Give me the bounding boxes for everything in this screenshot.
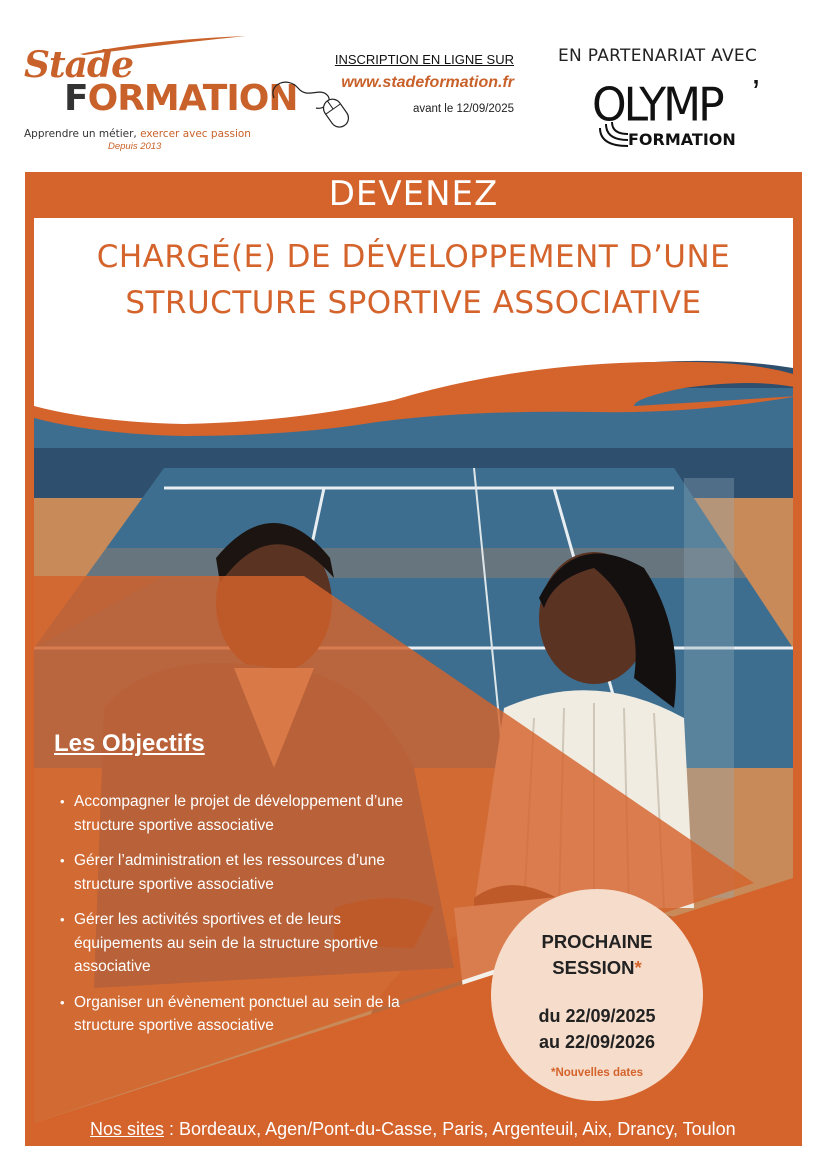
- objectives-list: [60, 790, 410, 1050]
- olymp-logo-apostrophe: ’: [752, 72, 760, 113]
- logo-word-stade: Stade: [24, 44, 134, 86]
- session-note: *Nouvelles dates: [550, 1067, 644, 1079]
- registration-url-link[interactable]: www.stadeformation.fr: [341, 74, 514, 91]
- session-dates: du 22/09/2025 au 22/09/2026: [538, 1006, 656, 1052]
- objective-item: • Gérer l’administration et les ressources d’une structure sportive associative: [60, 849, 410, 896]
- partner-heading: EN PARTENARIAT AVEC: [558, 46, 758, 66]
- sites-list: : Bordeaux, Agen/Pont-du-Casse, Paris, Argenteuil, Aix, Drancy, Toulon: [164, 1119, 736, 1139]
- course-title: [34, 234, 793, 326]
- online-registration: [298, 52, 514, 115]
- course-title-line-2: STRUCTURE SPORTIVE ASSOCIATIVE: [125, 285, 702, 321]
- next-session-badge: [491, 889, 703, 1101]
- logo-word-formation: FORMATION: [64, 78, 298, 119]
- registration-deadline: avant le 12/09/2025: [412, 103, 514, 115]
- training-sites: [90, 1119, 802, 1140]
- olymp-formation-logo: [592, 72, 772, 160]
- registration-heading: INSCRIPTION EN LIGNE SUR: [334, 52, 514, 67]
- olymp-logo-formation: FORMATION: [628, 130, 736, 149]
- kicker-devenez: DEVENEZ: [328, 174, 499, 214]
- session-heading: PROCHAINE SESSION*: [541, 931, 653, 978]
- objective-item: • Organiser un évènement ponctuel au sein de la structure sportive associative: [60, 991, 410, 1038]
- objective-item: • Gérer les activités sportives et de leurs équipements au sein de la structure sportive associative: [60, 908, 410, 979]
- stade-formation-logo: [22, 34, 298, 154]
- objectives-heading: Les Objectifs: [54, 730, 205, 757]
- logo-since: Depuis 2013: [108, 141, 162, 152]
- olymp-logo-word: OLYMP: [592, 78, 722, 133]
- course-title-line-1: CHARGÉ(E) DE DÉVELOPPEMENT D’UNE: [96, 239, 731, 275]
- objective-item: • Accompagner le projet de développement d’une structure sportive associative: [60, 790, 410, 837]
- logo-tagline: Apprendre un métier, exercer avec passion: [24, 128, 251, 140]
- sites-label: Nos sites: [90, 1119, 165, 1139]
